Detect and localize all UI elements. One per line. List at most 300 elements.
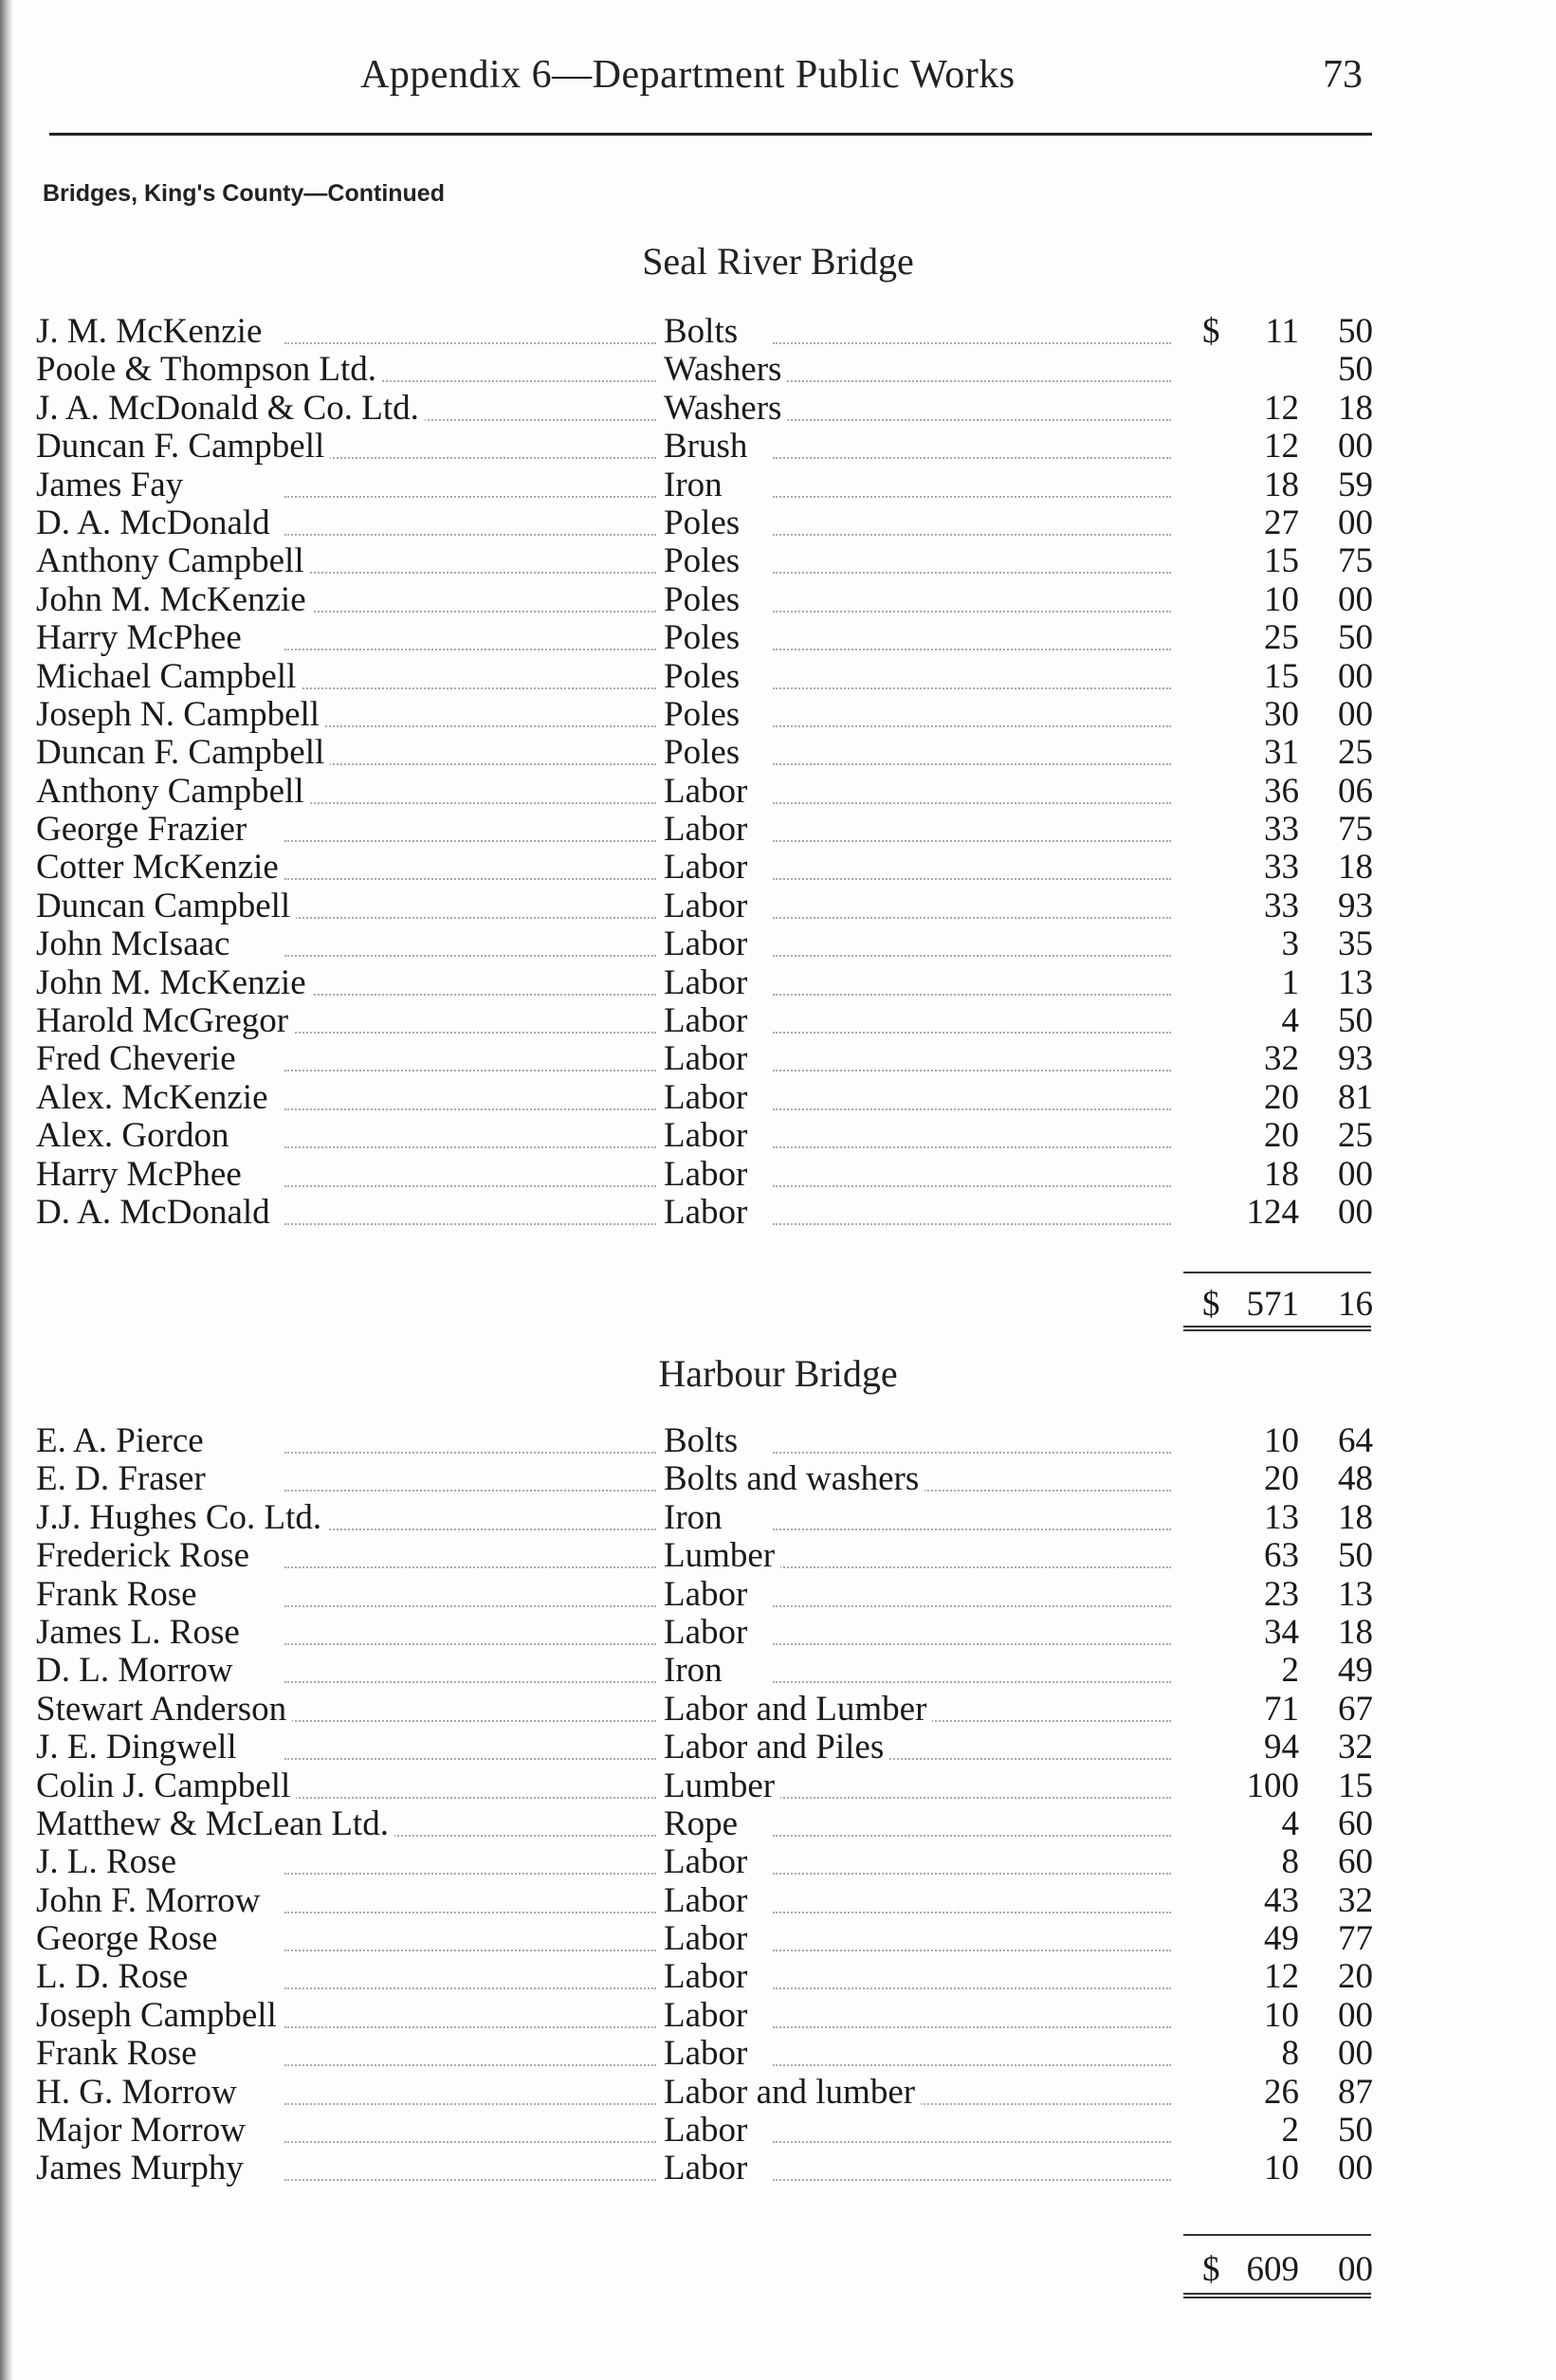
payee-name: John McIsaac	[36, 925, 235, 963]
table-row	[0, 1002, 1556, 1040]
payee-name: Matthew & McLean Ltd.	[36, 1805, 394, 1843]
payee-name: D. L. Morrow	[36, 1652, 239, 1690]
header-rule	[49, 133, 1372, 136]
expense-item: Poles	[664, 619, 745, 657]
leader-dots	[773, 1032, 1171, 1034]
expense-item: Labor	[664, 888, 753, 925]
leader-dots	[284, 2179, 656, 2181]
leader-dots	[773, 496, 1171, 498]
payee-name: L. D. Rose	[36, 1958, 193, 1996]
expense-item: Labor	[664, 1156, 753, 1194]
leader-dots	[284, 840, 656, 842]
amount-cents: 18	[1338, 1612, 1373, 1652]
leader-dots	[284, 763, 656, 765]
expense-item: Labor	[664, 1997, 753, 2035]
payee-name: H. G. Morrow	[36, 2074, 243, 2112]
table-row	[0, 2035, 1556, 2073]
expense-item: Bolts and washers	[664, 1460, 924, 1498]
table-row	[0, 1079, 1556, 1117]
amount-cents: 06	[1338, 771, 1373, 811]
total-cents: 16	[1338, 1285, 1373, 1324]
leader-dots	[773, 1987, 1171, 1989]
amount-cents: 75	[1338, 810, 1373, 850]
expense-item: Poles	[664, 581, 745, 619]
payee-name: James Murphy	[36, 2150, 249, 2188]
leader-dots	[773, 649, 1171, 650]
expense-item: Bolts	[664, 1422, 743, 1460]
table-row	[0, 1460, 1556, 1498]
table-row	[0, 2150, 1556, 2188]
leader-dots	[773, 1108, 1171, 1110]
table-row	[0, 734, 1556, 772]
expense-item: Labor and Lumber	[664, 1691, 932, 1729]
amount-dollars: 20	[1264, 1459, 1299, 1499]
leader-dots	[773, 1605, 1171, 1607]
table-row	[0, 849, 1556, 887]
leader-dots	[284, 534, 656, 536]
leader-dots	[284, 457, 656, 459]
leader-dots	[284, 342, 656, 344]
total-dollars: 571	[1246, 1285, 1299, 1324]
expense-item: Lumber	[664, 1537, 780, 1575]
leader-dots	[284, 496, 656, 498]
amount-cents: 32	[1338, 1880, 1373, 1920]
expense-item: Labor	[664, 1958, 753, 1996]
total-currency: $	[1202, 1285, 1220, 1324]
expense-item: Poles	[664, 658, 745, 696]
amount-dollars: 8	[1281, 1842, 1299, 1882]
leader-dots	[284, 725, 656, 727]
expense-item: Labor and Piles	[664, 1729, 889, 1767]
amount-cents: 20	[1338, 1957, 1373, 1997]
amount-cents: 93	[1338, 886, 1373, 925]
table-row	[0, 1576, 1556, 1614]
leader-dots	[773, 534, 1171, 536]
table-row	[0, 811, 1556, 849]
leader-dots	[284, 955, 656, 957]
amount-cents: 25	[1338, 733, 1373, 773]
table-row	[0, 1156, 1556, 1194]
amount-dollars: 25	[1264, 618, 1299, 658]
expense-item: Iron	[664, 1652, 728, 1690]
leader-dots	[284, 2141, 656, 2143]
amount-dollars: 124	[1246, 1192, 1299, 1232]
leader-dots	[284, 1681, 656, 1683]
leader-dots	[284, 611, 656, 613]
leader-dots	[773, 1529, 1171, 1530]
table-row	[0, 1194, 1556, 1232]
amount-dollars: 20	[1264, 1116, 1299, 1156]
payee-name: James L. Rose	[36, 1614, 246, 1652]
table-row	[0, 658, 1556, 696]
amount-cents: 18	[1338, 848, 1373, 888]
amount-dollars: 31	[1264, 733, 1299, 773]
expense-item: Labor	[664, 2150, 753, 2188]
amount-dollars: 33	[1264, 886, 1299, 925]
leader-dots	[284, 1223, 656, 1225]
leader-dots	[773, 1873, 1171, 1875]
harbour-subtotal-rule	[1183, 2234, 1371, 2236]
amount-dollars: 63	[1264, 1536, 1299, 1576]
payee-name: J.J. Hughes Co. Ltd.	[36, 1499, 327, 1537]
payee-name: Alex. Gordon	[36, 1117, 234, 1155]
amount-dollars: 23	[1264, 1574, 1299, 1614]
table-row	[0, 390, 1556, 428]
expense-item: Labor	[664, 1576, 753, 1614]
seal-river-total-row	[0, 1284, 1556, 1326]
leader-dots	[773, 802, 1171, 804]
expense-item: Rope	[664, 1805, 743, 1843]
table-row	[0, 351, 1556, 389]
amount-dollars: 8	[1281, 2034, 1299, 2074]
leader-dots	[284, 1912, 656, 1913]
expense-item: Labor	[664, 2035, 753, 2073]
payee-name: Frank Rose	[36, 2035, 203, 2073]
payee-name: J. E. Dingwell	[36, 1729, 243, 1767]
leader-dots	[773, 1070, 1171, 1071]
amount-cents: 00	[1338, 1154, 1373, 1194]
table-row	[0, 1422, 1556, 1460]
harbour-total-row	[0, 2249, 1556, 2291]
payee-name: John F. Morrow	[36, 1882, 266, 1920]
payee-name: Stewart Anderson	[36, 1691, 292, 1729]
payee-name: D. A. McDonald	[36, 1194, 276, 1232]
payee-name: D. A. McDonald	[36, 504, 276, 542]
leader-dots	[773, 1146, 1171, 1148]
amount-dollars: 27	[1264, 503, 1299, 542]
amount-dollars: 20	[1264, 1077, 1299, 1117]
harbour-bridge-entries	[0, 1422, 1556, 2188]
payee-name: Anthony Campbell	[36, 773, 310, 811]
amount-cents: 60	[1338, 1803, 1373, 1843]
amount-dollars: 71	[1264, 1689, 1299, 1729]
payee-name: J. M. McKenzie	[36, 313, 267, 351]
leader-dots	[773, 687, 1171, 689]
leader-dots	[773, 878, 1171, 880]
expense-item: Labor	[664, 849, 753, 887]
page-header	[0, 52, 1556, 109]
leader-dots	[773, 1835, 1171, 1837]
leader-dots	[773, 1223, 1171, 1225]
payee-name: Michael Campbell	[36, 658, 302, 696]
payee-name: Harry McPhee	[36, 1156, 247, 1194]
table-row	[0, 619, 1556, 657]
amount-cents: 18	[1338, 388, 1373, 428]
leader-dots	[284, 1873, 656, 1875]
leader-dots	[773, 917, 1171, 919]
leader-dots	[284, 1032, 656, 1034]
leader-dots	[773, 380, 1171, 382]
seal-river-entries	[0, 313, 1556, 1232]
table-row	[0, 1117, 1556, 1155]
amount-cents: 25	[1338, 1116, 1373, 1156]
table-row	[0, 964, 1556, 1002]
leader-dots	[773, 1566, 1171, 1568]
amount-dollars: 32	[1264, 1039, 1299, 1079]
table-row	[0, 696, 1556, 734]
leader-dots	[284, 1797, 656, 1799]
table-row	[0, 1040, 1556, 1078]
leader-dots	[284, 1605, 656, 1607]
leader-dots	[773, 2026, 1171, 2028]
payee-name: Joseph N. Campbell	[36, 696, 325, 734]
leader-dots	[284, 572, 656, 574]
leader-dots	[773, 419, 1171, 421]
table-row	[0, 1537, 1556, 1575]
payee-name: John M. McKenzie	[36, 581, 312, 619]
payee-name: John M. McKenzie	[36, 964, 312, 1002]
amount-cents: 59	[1338, 465, 1373, 504]
expense-item: Labor	[664, 925, 753, 963]
leader-dots	[773, 763, 1171, 765]
leader-dots	[773, 1681, 1171, 1683]
amount-cents: 50	[1338, 312, 1373, 351]
payee-name: Joseph Campbell	[36, 1997, 283, 2035]
amount-dollars: 15	[1264, 541, 1299, 581]
amount-cents: 00	[1338, 2149, 1373, 2188]
leader-dots	[284, 1643, 656, 1645]
amount-cents: 00	[1338, 656, 1373, 696]
table-row	[0, 1805, 1556, 1843]
amount-cents: 50	[1338, 1001, 1373, 1041]
amount-cents: 15	[1338, 1766, 1373, 1805]
amount-dollars: 12	[1264, 388, 1299, 428]
expense-item: Labor	[664, 1040, 753, 1078]
payee-name: E. A. Pierce	[36, 1422, 210, 1460]
leader-dots	[284, 687, 656, 689]
leader-dots	[773, 1950, 1171, 1951]
leader-dots	[284, 2026, 656, 2028]
amount-dollars: 15	[1264, 656, 1299, 696]
leader-dots	[284, 1987, 656, 1989]
leader-dots	[284, 1452, 656, 1454]
leader-dots	[284, 2064, 656, 2066]
leader-dots	[284, 1108, 656, 1110]
table-row	[0, 2112, 1556, 2150]
expense-item: Labor	[664, 2112, 753, 2150]
leader-dots	[773, 725, 1171, 727]
table-row	[0, 1958, 1556, 1996]
amount-cents: 60	[1338, 1842, 1373, 1882]
page-number: 73	[1323, 53, 1363, 97]
amount-dollars: 36	[1264, 771, 1299, 811]
payee-name: George Rose	[36, 1920, 223, 1958]
payee-name: James Fay	[36, 467, 189, 504]
expense-item: Labor	[664, 1920, 753, 1958]
leader-dots	[773, 1643, 1171, 1645]
payee-name: George Frazier	[36, 811, 252, 849]
payee-name: Duncan Campbell	[36, 888, 296, 925]
amount-dollars: 26	[1264, 2072, 1299, 2112]
amount-dollars: 100	[1246, 1766, 1299, 1805]
payee-name: Colin J. Campbell	[36, 1767, 296, 1805]
amount-dollars: 34	[1264, 1612, 1299, 1652]
payee-name: Frank Rose	[36, 1576, 203, 1614]
seal-river-bridge-title: Seal River Bridge	[642, 240, 914, 283]
leader-dots	[284, 1070, 656, 1071]
payee-name: Frederick Rose	[36, 1537, 255, 1575]
amount-cents: 00	[1338, 2034, 1373, 2074]
amount-dollars: 13	[1264, 1497, 1299, 1537]
amount-cents: 00	[1338, 503, 1373, 542]
amount-dollars: 10	[1264, 1421, 1299, 1460]
payee-name: Cotter McKenzie	[36, 849, 284, 887]
expense-item: Labor	[664, 1614, 753, 1652]
leader-dots	[773, 2179, 1171, 2181]
payee-name: Poole & Thompson Ltd.	[36, 351, 382, 389]
leader-dots	[773, 2141, 1171, 2143]
table-row	[0, 542, 1556, 580]
leader-dots	[284, 917, 656, 919]
leader-dots	[284, 1146, 656, 1148]
amount-dollars: 12	[1264, 427, 1299, 467]
amount-cents: 50	[1338, 350, 1373, 390]
leader-dots	[284, 2103, 656, 2105]
amount-dollars: 2	[1281, 2111, 1299, 2151]
amount-dollars: 10	[1264, 2149, 1299, 2188]
page-title: Appendix 6—Department Public Works	[360, 53, 1016, 97]
expense-item: Labor	[664, 1117, 753, 1155]
table-row	[0, 1882, 1556, 1920]
total-currency: $	[1202, 2250, 1220, 2289]
amount-cents: 81	[1338, 1077, 1373, 1117]
amount-dollars: 33	[1264, 848, 1299, 888]
expense-item: Washers	[664, 351, 787, 389]
payee-name: Harold McGregor	[36, 1002, 294, 1040]
table-row	[0, 2074, 1556, 2112]
table-row	[0, 1920, 1556, 1958]
amount-dollars: 4	[1281, 1001, 1299, 1041]
table-row	[0, 313, 1556, 351]
table-row	[0, 1729, 1556, 1767]
amount-cents: 00	[1338, 579, 1373, 619]
amount-cents: 87	[1338, 2072, 1373, 2112]
leader-dots	[284, 1758, 656, 1760]
leader-dots	[773, 457, 1171, 459]
amount-dollars: 30	[1264, 694, 1299, 734]
harbour-bridge-title: Harbour Bridge	[658, 1352, 898, 1395]
expense-item: Labor	[664, 773, 753, 811]
payee-name: Harry McPhee	[36, 619, 247, 657]
expense-item: Labor	[664, 1194, 753, 1232]
leader-dots	[284, 1950, 656, 1951]
payee-name: Anthony Campbell	[36, 542, 310, 580]
leader-dots	[773, 1185, 1171, 1187]
expense-item: Poles	[664, 734, 745, 772]
section-subheading: Bridges, King's County—Continued	[43, 180, 445, 207]
expense-item: Labor	[664, 1079, 753, 1117]
amount-dollars: 1	[1281, 962, 1299, 1002]
leader-dots	[773, 1797, 1171, 1799]
table-row	[0, 773, 1556, 811]
amount-cents: 18	[1338, 1497, 1373, 1537]
total-cents: 00	[1338, 2250, 1373, 2289]
payee-name: Duncan F. Campbell	[36, 734, 330, 772]
amount-dollars: 4	[1281, 1803, 1299, 1843]
leader-dots	[284, 878, 656, 880]
total-dollars: 609	[1246, 2250, 1299, 2289]
amount-dollars: 94	[1264, 1728, 1299, 1767]
amount-cents: 00	[1338, 1995, 1373, 2035]
currency-symbol: $	[1202, 312, 1220, 351]
amount-dollars: 43	[1264, 1880, 1299, 1920]
table-row	[0, 467, 1556, 504]
amount-cents: 67	[1338, 1689, 1373, 1729]
payee-name: E. D. Fraser	[36, 1460, 211, 1498]
payee-name: Duncan F. Campbell	[36, 428, 330, 466]
amount-dollars: 11	[1265, 312, 1299, 351]
amount-dollars: 2	[1281, 1651, 1299, 1691]
leader-dots	[284, 1529, 656, 1530]
leader-dots	[284, 802, 656, 804]
table-row	[0, 888, 1556, 925]
amount-cents: 13	[1338, 1574, 1373, 1614]
leader-dots	[773, 342, 1171, 344]
amount-dollars: 49	[1264, 1919, 1299, 1959]
expense-item: Iron	[664, 1499, 728, 1537]
table-row	[0, 1614, 1556, 1652]
amount-dollars: 18	[1264, 1154, 1299, 1194]
expense-item: Washers	[664, 390, 787, 428]
amount-cents: 00	[1338, 427, 1373, 467]
table-row	[0, 428, 1556, 466]
amount-cents: 13	[1338, 962, 1373, 1002]
amount-cents: 50	[1338, 618, 1373, 658]
amount-cents: 50	[1338, 1536, 1373, 1576]
expense-item: Poles	[664, 504, 745, 542]
payee-name: J. L. Rose	[36, 1843, 182, 1881]
expense-item: Labor	[664, 1882, 753, 1920]
amount-dollars: 12	[1264, 1957, 1299, 1997]
expense-item: Labor and lumber	[664, 2074, 921, 2112]
table-row	[0, 925, 1556, 963]
expense-item: Brush	[664, 428, 753, 466]
payee-name: J. A. McDonald & Co. Ltd.	[36, 390, 425, 428]
expense-item: Labor	[664, 964, 753, 1002]
table-row	[0, 1499, 1556, 1537]
amount-dollars: 10	[1264, 1995, 1299, 2035]
leader-dots	[773, 1452, 1171, 1454]
leader-dots	[284, 1185, 656, 1187]
expense-item: Labor	[664, 1843, 753, 1881]
leader-dots	[773, 955, 1171, 957]
table-row	[0, 1652, 1556, 1690]
seal-river-subtotal-rule	[1183, 1272, 1371, 1273]
table-row	[0, 1691, 1556, 1729]
amount-dollars: 33	[1264, 810, 1299, 850]
amount-dollars: 18	[1264, 465, 1299, 504]
leader-dots	[773, 611, 1171, 613]
payee-name: Major Morrow	[36, 2112, 251, 2150]
expense-item: Poles	[664, 542, 745, 580]
amount-dollars: 3	[1281, 925, 1299, 964]
amount-cents: 50	[1338, 2111, 1373, 2151]
amount-cents: 49	[1338, 1651, 1373, 1691]
leader-dots	[284, 1490, 656, 1492]
leader-dots	[284, 649, 656, 650]
table-row	[0, 504, 1556, 542]
payee-name: Fred Cheverie	[36, 1040, 242, 1078]
amount-cents: 32	[1338, 1728, 1373, 1767]
leader-dots	[773, 2064, 1171, 2066]
table-row	[0, 1767, 1556, 1805]
table-row	[0, 1997, 1556, 2035]
leader-dots	[773, 840, 1171, 842]
leader-dots	[284, 994, 656, 996]
amount-cents: 48	[1338, 1459, 1373, 1499]
table-row	[0, 1843, 1556, 1881]
expense-item: Poles	[664, 696, 745, 734]
